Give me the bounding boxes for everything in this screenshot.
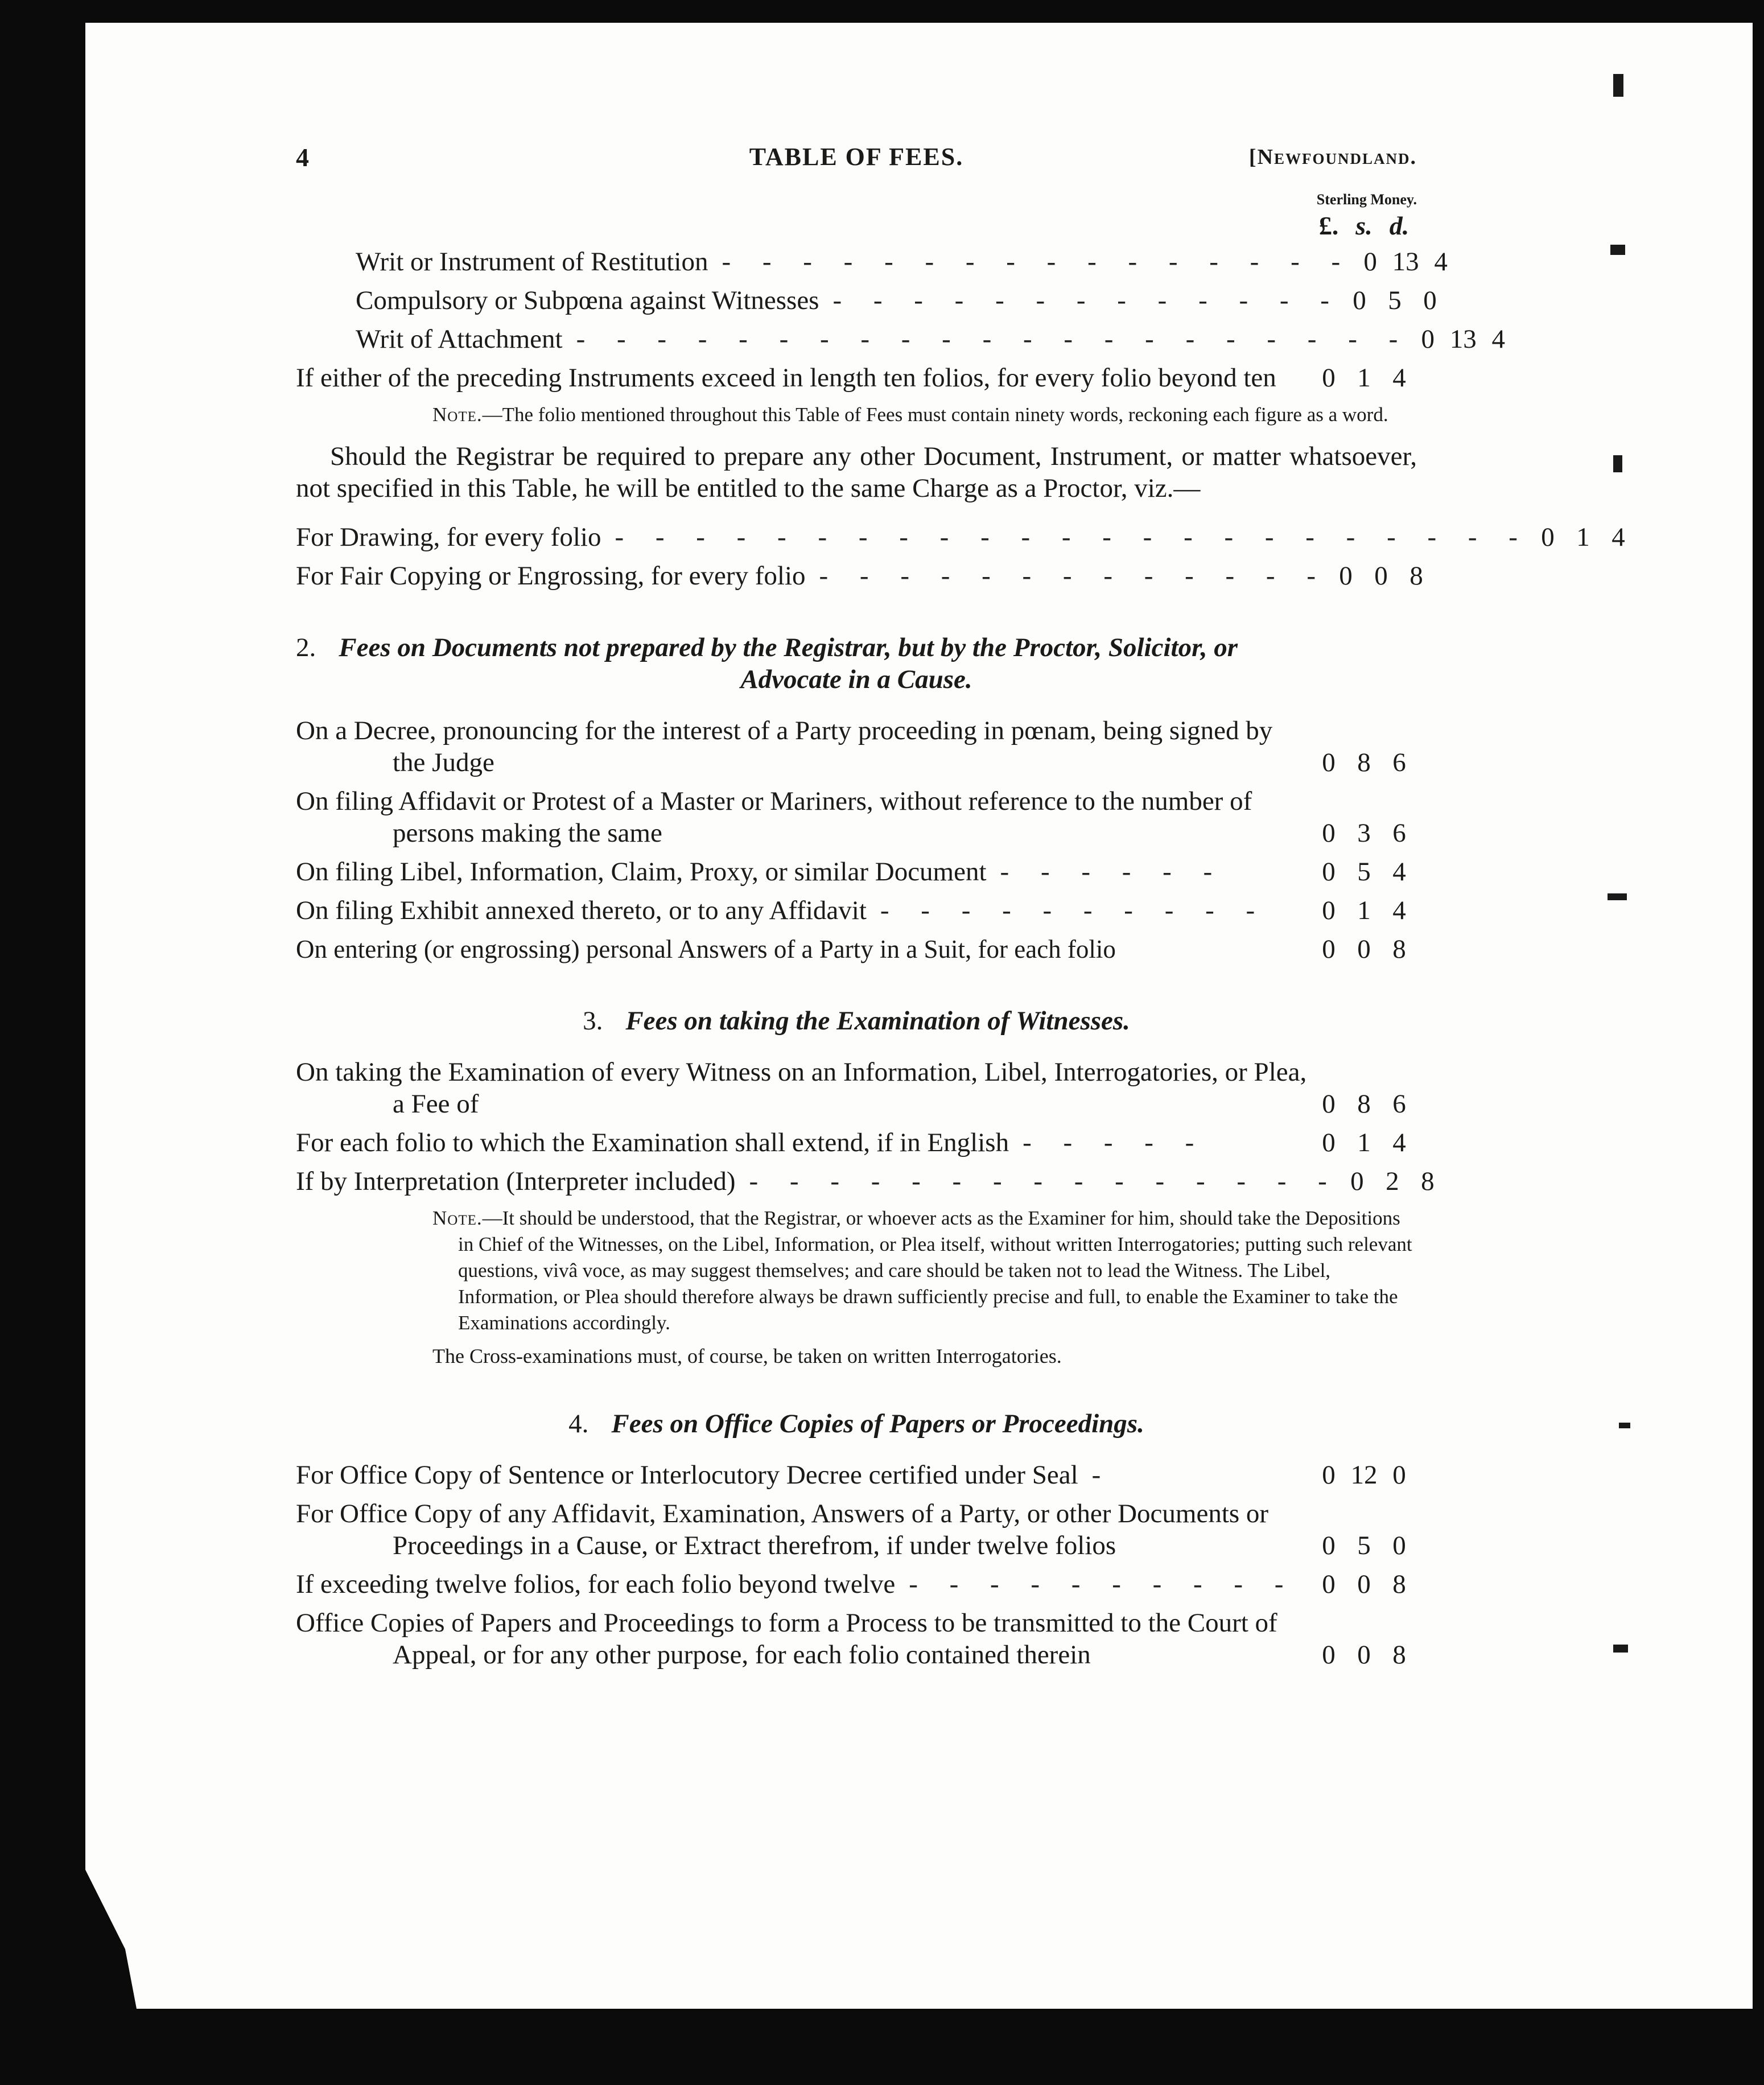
fee-shillings: 1 <box>1357 1128 1371 1157</box>
fee-pence: 4 <box>1434 247 1448 277</box>
examination-note <box>432 1205 1417 1336</box>
fee-pence: 0 <box>1423 286 1437 315</box>
fee-pounds: 0 <box>1363 247 1377 277</box>
margin-mark <box>1608 893 1627 900</box>
fee-pounds: 0 <box>1541 522 1555 552</box>
fee-description: Office Copies of Papers and Proceedings to form a Process to be transmitted to the Court of Appeal, or for any other purpose, for each folio contained therein <box>296 1608 1277 1670</box>
folio-note <box>432 402 1417 428</box>
fee-description: If either of the preceding Instruments exceed in length ten folios, for every folio beyond ten <box>296 363 1276 393</box>
fee-shillings: 1 <box>1576 522 1590 552</box>
fee-shillings: 1 <box>1357 896 1371 925</box>
margin-mark <box>1610 245 1625 255</box>
page-content <box>296 142 1625 1671</box>
note-label: Note. <box>432 403 483 426</box>
fee-pounds: 0 <box>1322 1128 1336 1157</box>
section-number: 4. <box>568 1409 589 1439</box>
margin-mark <box>1613 455 1622 472</box>
note-text: —The folio mentioned throughout this Table of Fees must contain ninety words, reckoning each figure as a word. <box>482 403 1388 426</box>
fee-pounds: 0 <box>1322 748 1336 777</box>
fee-pounds: 0 <box>1322 1460 1336 1490</box>
fee-shillings: 5 <box>1388 286 1402 315</box>
fee-pounds: 0 <box>1322 818 1336 848</box>
fee-pence: 4 <box>1392 1128 1406 1157</box>
registrar-paragraph: Should the Registrar be required to prepare any other Document, Instrument, or matter whatsoever, not specified in this Table, he will be entitled to the same Charge as a Proctor, viz.— <box>296 442 1417 503</box>
page-header <box>296 142 1417 188</box>
fee-pence: 0 <box>1392 1531 1406 1560</box>
fee-description: On filing Affidavit or Protest of a Master or Mariners, without reference to the number of persons making the same <box>296 786 1252 848</box>
section-3-heading <box>296 1005 1417 1037</box>
fee-pence: 4 <box>1491 324 1505 354</box>
fee-pounds: 0 <box>1322 363 1336 393</box>
fee-description: For Drawing, for every folio <box>296 522 601 552</box>
fee-row: On filing Libel, Information, Claim, Proxy, or similar Document - - - - - - 0 5 4 <box>296 856 1417 888</box>
fee-description: On entering (or engrossing) personal Answers of a Party in a Suit, for each folio <box>296 935 1116 963</box>
fee-row: For Drawing, for every folio - - - - - - - - - - - - - - - - - - - - - - - 0 1 4 <box>296 521 1417 553</box>
fee-row <box>296 362 1417 394</box>
fee-pence: 6 <box>1392 748 1406 777</box>
shillings-col: s. <box>1355 211 1373 240</box>
fee-pounds: 0 <box>1322 1531 1336 1560</box>
section-number: 3. <box>583 1006 603 1036</box>
fee-pounds: 0 <box>1339 561 1353 591</box>
fee-description: On a Decree, pronouncing for the interest of a Party proceeding in pœnam, being signed by the Judge <box>296 716 1273 777</box>
currency-columns <box>296 211 1417 239</box>
page-title: TABLE OF FEES. <box>749 143 964 171</box>
fee-shillings: 12 <box>1350 1460 1378 1490</box>
fee-row <box>296 785 1417 849</box>
fee-pence: 8 <box>1392 934 1406 964</box>
fee-pence: 8 <box>1421 1167 1435 1196</box>
margin-mark <box>1619 1423 1630 1428</box>
section-title: Fees on Office Copies of Papers or Proceedings. <box>611 1409 1144 1439</box>
fee-shillings: 8 <box>1357 748 1371 777</box>
fee-pounds: 0 <box>1322 857 1336 887</box>
margin-mark <box>1613 1645 1628 1653</box>
fee-pounds: 0 <box>1322 1089 1336 1119</box>
fee-shillings: 5 <box>1357 1531 1371 1560</box>
currency-caption: Sterling Money. <box>1316 191 1417 208</box>
fee-description: On filing Exhibit annexed thereto, or to any Affidavit <box>296 896 867 925</box>
fee-row <box>296 1056 1417 1120</box>
fee-description: Writ of Attachment <box>356 324 563 354</box>
fee-row: For Fair Copying or Engrossing, for every folio - - - - - - - - - - - - - 0 0 8 <box>296 560 1417 592</box>
fee-row: Writ of Attachment - - - - - - - - - - - - - - - - - - - - - 0 13 4 <box>296 323 1417 355</box>
fee-description: For Fair Copying or Engrossing, for every folio <box>296 561 806 591</box>
fee-shillings: 13 <box>1392 247 1419 277</box>
fee-row <box>296 933 1417 965</box>
fee-shillings: 3 <box>1357 818 1371 848</box>
fee-pence: 4 <box>1392 896 1406 925</box>
fee-description: On taking the Examination of every Witness on an Information, Libel, Interrogatories, or Plea, a Fee of <box>296 1057 1307 1119</box>
section-4-heading <box>296 1408 1417 1440</box>
section-title: Fees on taking the Examination of Witnesses. <box>625 1006 1130 1036</box>
fee-pence: 4 <box>1392 363 1406 393</box>
fee-pence: 6 <box>1392 1089 1406 1119</box>
fee-row: For each folio to which the Examination shall extend, if in English - - - - - 0 1 4 <box>296 1127 1417 1159</box>
fee-pence: 8 <box>1392 1569 1406 1599</box>
fee-shillings: 5 <box>1357 857 1371 887</box>
fee-description: Compulsory or Subpœna against Witnesses <box>356 286 819 315</box>
fee-row: If by Interpretation (Interpreter included) - - - - - - - - - - - - - - - 0 2 8 <box>296 1165 1417 1197</box>
fee-row: If exceeding twelve folios, for each folio beyond twelve - - - - - - - - - - 0 0 8 <box>296 1568 1417 1600</box>
cross-examination-note: The Cross-examinations must, of course, be taken on written Interrogatories. <box>432 1345 1062 1367</box>
fee-pence: 4 <box>1611 522 1625 552</box>
pounds-col: £. <box>1318 211 1339 240</box>
fee-row: Compulsory or Subpœna against Witnesses - - - - - - - - - - - - - 0 5 0 <box>296 285 1417 316</box>
fee-shillings: 0 <box>1357 1640 1371 1670</box>
fee-shillings: 0 <box>1374 561 1388 591</box>
margin-mark <box>1613 74 1623 97</box>
fee-pounds: 0 <box>1350 1167 1364 1196</box>
fee-shillings: 2 <box>1386 1167 1399 1196</box>
section-number: 2. <box>296 633 316 662</box>
fee-pence: 4 <box>1392 857 1406 887</box>
fee-shillings: 13 <box>1449 324 1477 354</box>
section-2-heading <box>296 632 1417 695</box>
fee-row <box>296 1607 1417 1671</box>
fee-pence: 6 <box>1392 818 1406 848</box>
fee-row: Writ or Instrument of Restitution - - - - - - - - - - - - - - - - 0 13 4 <box>296 246 1417 278</box>
fee-shillings: 1 <box>1357 363 1371 393</box>
note-label: Note. <box>432 1207 483 1229</box>
fee-shillings: 8 <box>1357 1089 1371 1119</box>
fee-pounds: 0 <box>1322 896 1336 925</box>
section-title-cont: Advocate in a Cause. <box>740 665 972 694</box>
fee-description: For Office Copy of any Affidavit, Examination, Answers of a Party, or other Documents or Proceedings in a Cause, or Extract therefrom, if under twelve folios <box>296 1499 1269 1560</box>
fee-pounds: 0 <box>1322 1569 1336 1599</box>
fee-description: For Office Copy of Sentence or Interlocutory Decree certified under Seal <box>296 1460 1078 1490</box>
fee-pence: 8 <box>1409 561 1423 591</box>
fee-row: On filing Exhibit annexed thereto, or to any Affidavit - - - - - - - - - - 0 1 4 <box>296 895 1417 926</box>
note-text: —It should be understood, that the Registrar, or whoever acts as the Examiner for him, should take the Depositions in Chief of the Witnesses, on the Libel, Information, or Plea itself, without written Interrogatories; putting such relevant questions, vivâ voce, as may suggest themselves; and care should be taken not to lead the Witness. The Libel, Information, or Plea should therefore always be drawn sufficiently precise and full, to enable the Examiner to take the Examinations accordingly. <box>458 1207 1412 1334</box>
section-title: Fees on Documents not prepared by the Registrar, but by the Proctor, Solicitor, or <box>339 633 1238 662</box>
fee-pounds: 0 <box>1421 324 1435 354</box>
fee-shillings: 0 <box>1357 1569 1371 1599</box>
province-header: [Newfoundland. <box>1248 145 1417 169</box>
fee-pence: 0 <box>1392 1460 1406 1490</box>
fee-pounds: 0 <box>1353 286 1366 315</box>
fee-pounds: 0 <box>1322 934 1336 964</box>
fee-pounds: 0 <box>1322 1640 1336 1670</box>
fee-description: On filing Libel, Information, Claim, Proxy, or similar Document <box>296 857 987 887</box>
fee-description: Writ or Instrument of Restitution <box>356 247 708 277</box>
fee-row <box>296 715 1417 778</box>
fee-row <box>296 1498 1417 1561</box>
fee-shillings: 0 <box>1357 934 1371 964</box>
pence-col: d. <box>1389 211 1409 240</box>
fee-description: If by Interpretation (Interpreter included) <box>296 1167 736 1196</box>
page-number: 4 <box>296 143 309 172</box>
fee-description: If exceeding twelve folios, for each folio beyond twelve <box>296 1569 896 1599</box>
fee-row: For Office Copy of Sentence or Interlocutory Decree certified under Seal - 0 12 0 <box>296 1459 1417 1491</box>
fee-pence: 8 <box>1392 1640 1406 1670</box>
fee-description: For each folio to which the Examination shall extend, if in English <box>296 1128 1009 1157</box>
